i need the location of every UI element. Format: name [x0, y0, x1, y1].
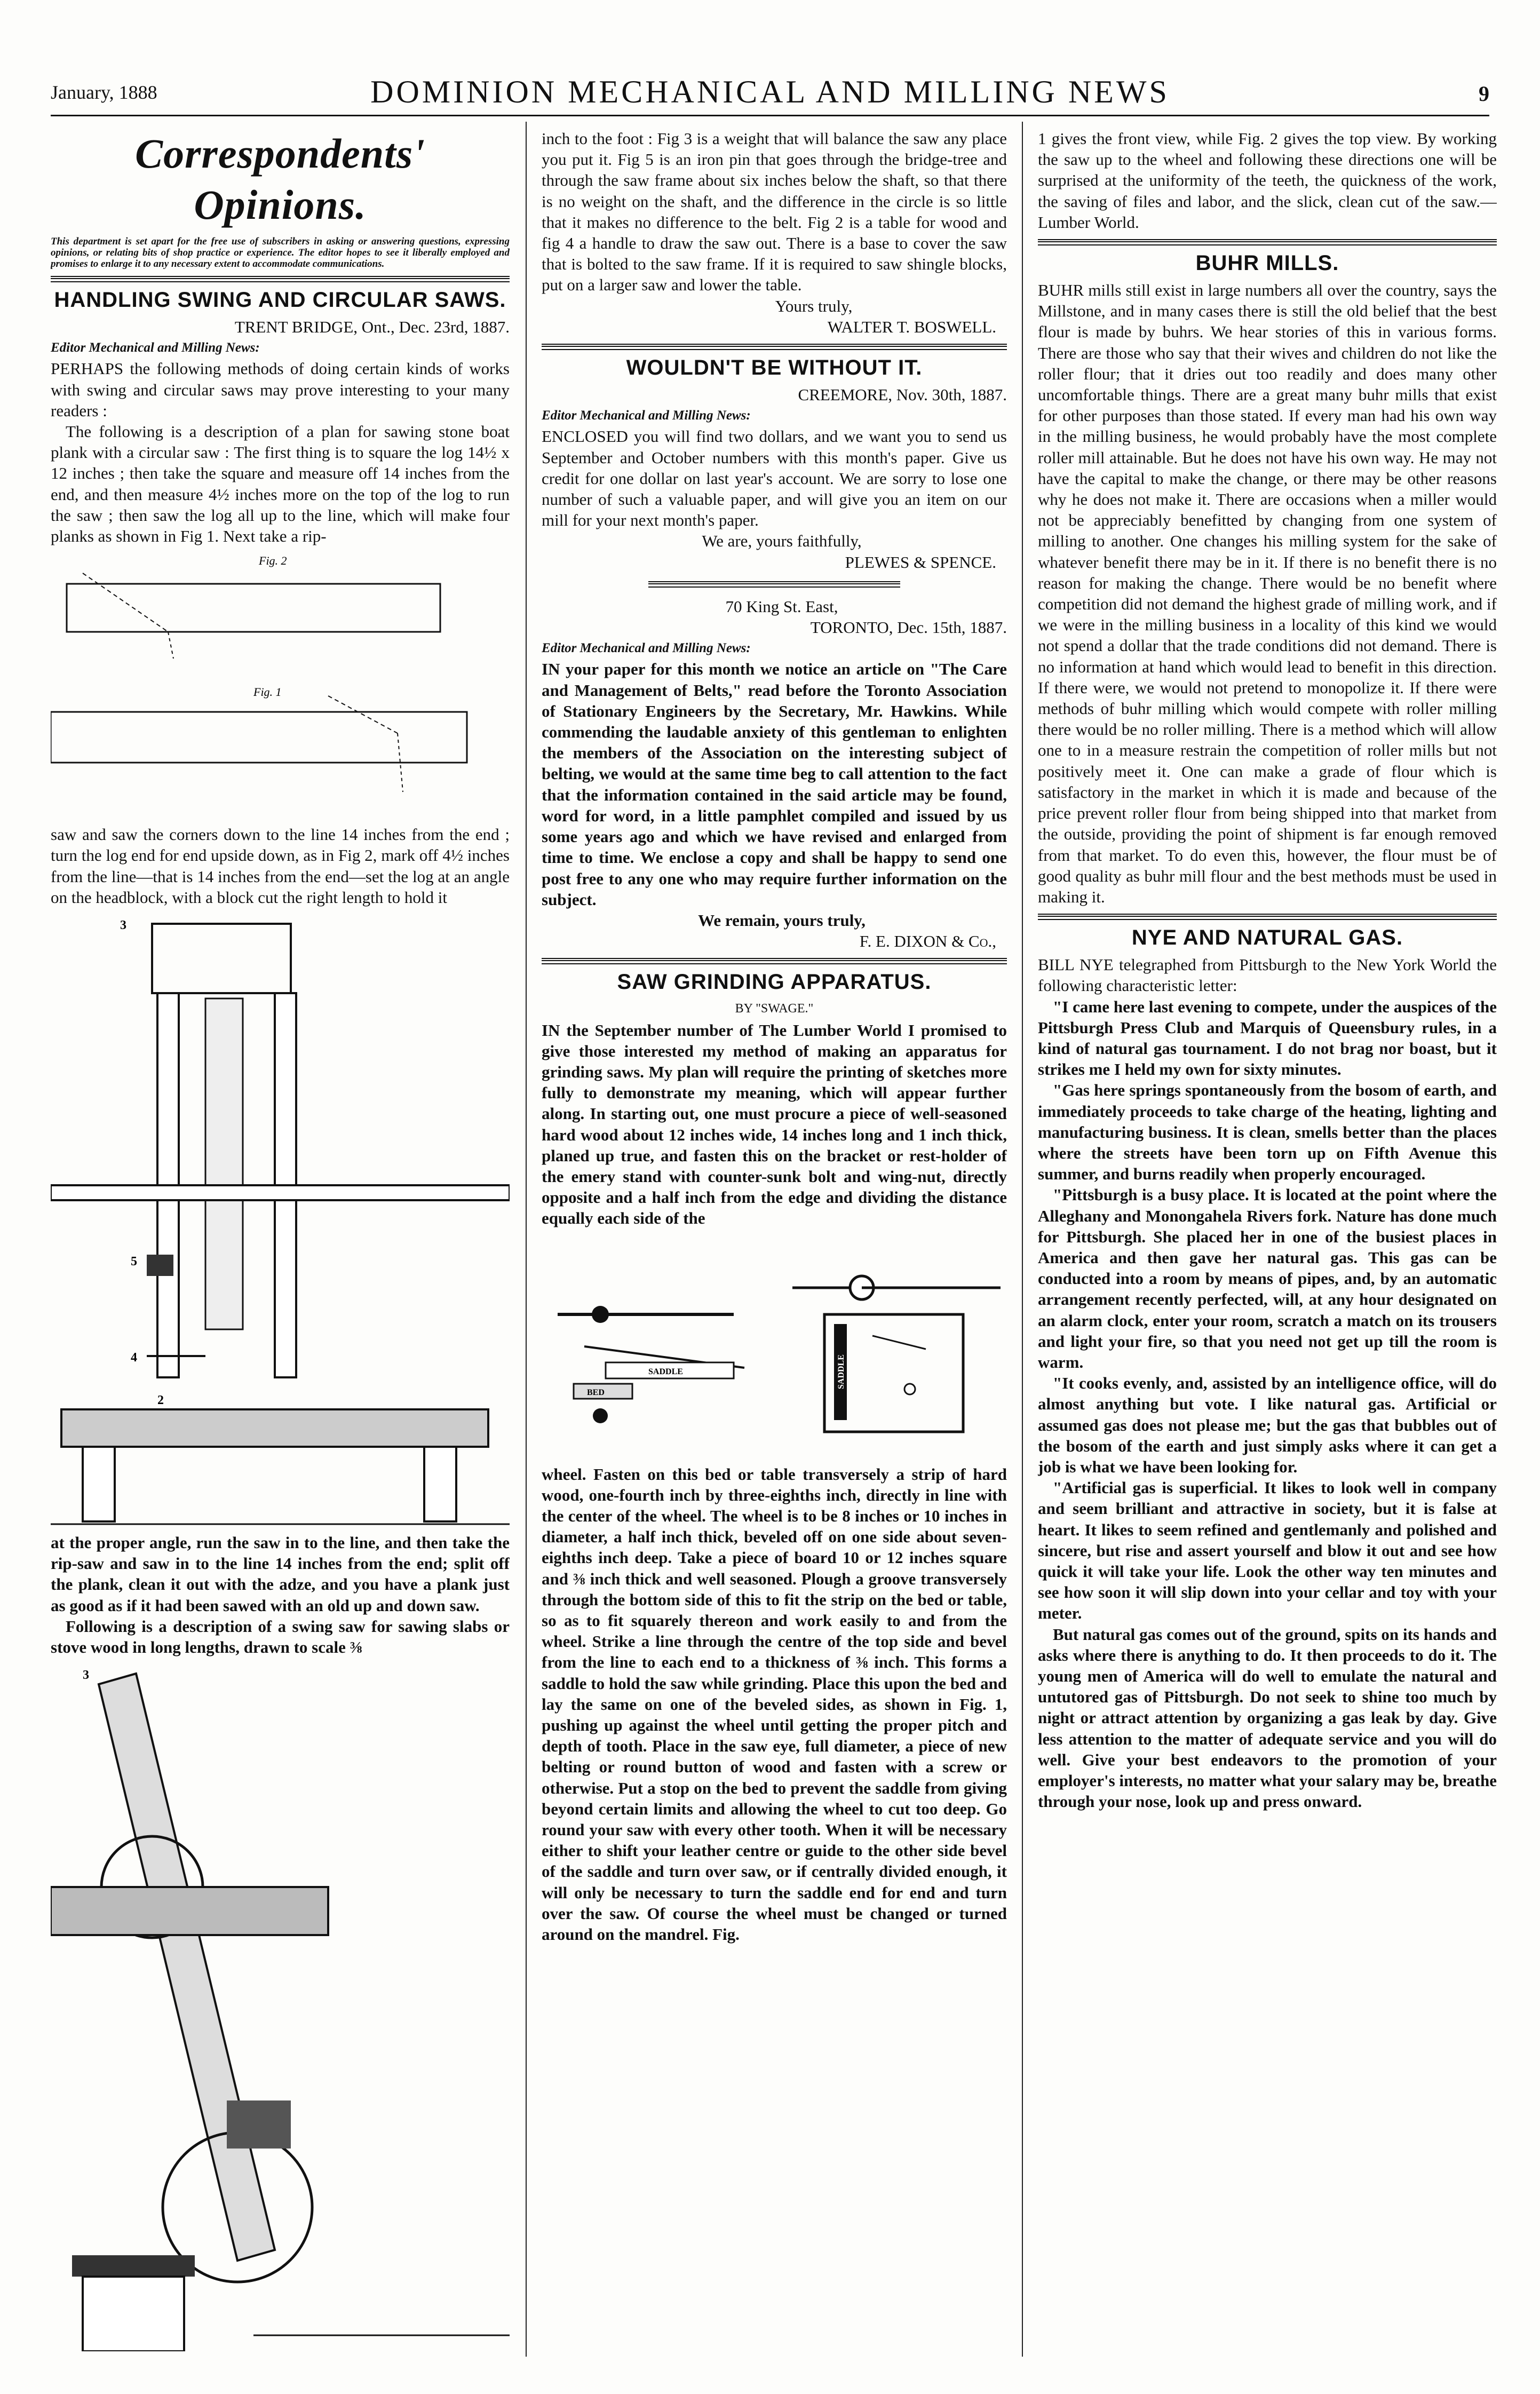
dateline: TORONTO, Dec. 15th, 1887.: [810, 618, 1007, 637]
address-line: 70 King St. East,: [725, 597, 838, 616]
double-rule: [542, 344, 1007, 350]
figure-log-diagrams: [51, 552, 510, 819]
table-leg: [83, 1447, 115, 1521]
signature: WALTER T. BOSWELL.: [827, 317, 996, 336]
swing-saw-side-view: [51, 1663, 510, 2351]
column-divider: [1022, 122, 1023, 2357]
paragraph: PERHAPS the following methods of doing certain kinds of works with swing and circular saws may prove interesting to your many readers :: [51, 359, 510, 420]
article-title: NYE AND NATURAL GAS.: [1131, 926, 1403, 950]
table: [61, 1409, 488, 1447]
paragraph: But natural gas comes out of the ground, spits on its hands and asks where there is anything to do. It then proceeds to do it. The young men of America will do well to emulate the natural and untutored gas of Pittsburgh. Do not seek to shine too much by night or attract attention by organizing a gas leak by day. Give less attention to the matter of adequate service and you will do well. Give your best endeavors to the promotion of your employer's interests, no matter what your salary may be, breathe through your nose, look up and press onward.: [1038, 1624, 1497, 1811]
signature: PLEWES & SPENCE.: [845, 552, 996, 572]
dateline: CREEMORE, Nov. 30th, 1887.: [798, 385, 1007, 405]
column-divider: [526, 122, 527, 2357]
salutation: Editor Mechanical and Milling News:: [51, 340, 260, 355]
article-title: HANDLING SWING AND CIRCULAR SAWS.: [54, 288, 506, 312]
fig-number: 2: [157, 1393, 164, 1408]
fig-number: 3: [83, 1668, 89, 1683]
bridge-tree: [51, 1185, 510, 1200]
wheel-hub: [592, 1306, 609, 1323]
article-title: SAW GRINDING APPARATUS.: [617, 970, 932, 994]
closing: We remain, yours truly,: [698, 910, 866, 930]
log-figures: [51, 552, 510, 819]
byline: BY "SWAGE.": [735, 1002, 814, 1016]
swing-arm: [99, 1674, 275, 2261]
saw-eye: [904, 1384, 915, 1394]
swing-saw-drawing: [51, 913, 510, 1527]
double-rule: [1038, 914, 1497, 920]
figure-grinding-apparatus: [542, 1234, 1007, 1458]
grinding-sketches: [542, 1234, 1007, 1458]
paragraph: The following is a description of a plan for sawing stone boat plank with a circular saw : The first thing is to square the log 14½ x 12 inches ; then take the square and measure off 14 inches from the end, and then measure 4½ inches more on the top of the log to run the saw ; then saw the log all up to the line, which will make four planks as shown in Fig 1. Next take a rip-: [51, 422, 510, 546]
base-block: [72, 2255, 195, 2277]
closing: We are, yours faithfully,: [702, 532, 862, 551]
cut-line: [328, 696, 398, 733]
fig-label: SADDLE: [648, 1367, 683, 1376]
paragraph: "It cooks evenly, and, assisted by an intelligence office, will do almost anything but vote. I like natural gas. Artificial or assumed gas does not please me; but the gas that bubbles out of the bosom of the earth and just simply asks where it can get a job is what we have been looking for.: [1038, 1374, 1497, 1476]
paragraph: saw and saw the corners down to the line 14 inches from the end ; turn the log end for end upside down, as in Fig 2, mark off 4½ inches from the line—that is 14 inches from the end—set the log at an angle on the headblock, with a block cut the right length to hold it: [51, 825, 510, 907]
fig-label: BED: [587, 1388, 605, 1397]
masthead-title: DOMINION MECHANICAL AND MILLING NEWS: [370, 74, 1170, 109]
salutation: Editor Mechanical and Milling News:: [542, 408, 751, 423]
short-rule: [648, 581, 900, 588]
paragraph: IN your paper for this month we notice an article on "The Care and Management of Belts," read before the Toronto Association of Stationary Engineers by the Secretary, Mr. Hawkins. While commending the laudable anxiety of this gentleman to enlighten the members of the Association on the interesting subject of belting, we would at the same time beg to call attention to the fact that the information contained in the said article may be found, word for word, in a little pamphlet compiled and issued by us some years ago and which we have revised and enlarged from time to time. We enclose a copy and shall be happy to send one post free to any one who may require further information on the subject.: [542, 660, 1007, 909]
column-2: [542, 128, 1007, 2351]
paragraph: inch to the foot : Fig 3 is a weight that will balance the saw any place you put it. Fig 5 is an iron pin that goes through the bridge-tree and through the saw frame about six inches below the shaft, so that there is no weight on the shaft, and the difference in the circle is so little that it makes no difference to the belt. Fig 2 is a table for wood and fig 4 a handle to draw the saw out. There is a base to cover the saw that is bolted to the saw frame. If it is required to saw shingle blocks, put on a larger saw and lower the table.: [542, 129, 1007, 295]
paragraph: at the proper angle, run the saw in to the line, and then take the rip-saw and saw in to the line 14 inches from the end; split off the plank, clean it out with the adze, and you have a plank just as good as if it had been sawed with an old up and down saw.: [51, 1533, 510, 1615]
salutation: Editor Mechanical and Milling News:: [542, 641, 751, 656]
double-rule: [1038, 239, 1497, 245]
fig2-label: Fig. 2: [259, 554, 287, 568]
log-fig1: [51, 712, 467, 763]
fig-number: 4: [131, 1351, 137, 1365]
paragraph: "Artificial gas is superficial. It likes to look well in company and seem brilliant and attractive in society, but it is false at heart. It likes to seem refined and gentlemanly and polished and sincere, but rise and assert yourself and blow it out and see how quick it will take your life. Look the other way ten minutes and see how soon it will slip down into your cellar and toy with your meter.: [1038, 1478, 1497, 1623]
closing: Yours truly,: [775, 296, 853, 315]
figure-swing-saw-frame: [51, 913, 510, 1527]
log-fig2: [67, 584, 440, 632]
cut-line: [83, 573, 168, 632]
page-number: 9: [1479, 82, 1489, 106]
paragraph: ENCLOSED you will find two dollars, and we want you to send us September and October numbers with this month's paper. Give us credit for one dollar on last year's account. We are sorry to lose one number of such a valuable paper, and will give you an item on our mill for your next month's paper.: [542, 427, 1007, 530]
paragraph: 1 gives the front view, while Fig. 2 gives the top view. By working the saw up to the wheel and following these directions one will be surprised at the uniformity of the teeth, the quickness of the work, the saving of files and labor, and the slick, clean cut of the saw.—Lumber World.: [1038, 129, 1497, 232]
double-rule: [542, 958, 1007, 964]
page-header: [51, 58, 1489, 116]
double-rule: [51, 276, 510, 282]
fig-label: SADDLE: [837, 1354, 846, 1389]
weight-box: [152, 924, 291, 993]
paragraph: BUHR mills still exist in large numbers all over the country, says the Millstone, and in many cases there is still the old belief that the best flour is made by buhrs. We hear stories of this in various forms. There are those who say that their wives and children do not like the roller flour; that it dries out too readily and does many other uncomfortable things. There are a great many buhr mills that exist for other purposes than those stated. If every man had his own way in the milling business, he would probably have the most complete roller mill attainable. But he does not have his own way. He may not have the capital to make the change, or there may be other reasons why he does not make it. There are occasions when a miller would not be appreciably benefitted by changing from one system of milling to another. One changes his milling system for the sake of whatever benefit there may be in it. If there is no benefit there is no reason for making the change. There would be no benefit where competition did not demand the highest grade of milling work, and if we were in the milling business in a locality of this kind we would not spend a dollar that the trade conditions did not demand. There is no information at hand which would lead to benefit in this direction. If there were, we would not pretend to monopolize it. If there were methods of buhr milling which would compete with roller milling there would be no roller milling. There is a method which will allow one to in a measure restrain the competition of roller mills but not positively meet it. One can make a grade of flour which is satisfactory in the market in which it is made and because of the price prevent roller flour from being shipped into that market from the outside, providing the point of shipment is far enough removed from that market. To do even this, however, the flour must be of good quality as buhr mill flour and the best methods must be used in making it.: [1038, 281, 1497, 906]
figure-swing-saw: [51, 1663, 510, 2351]
fig1-label: Fig. 1: [253, 685, 282, 699]
saw-edge: [872, 1336, 926, 1349]
paragraph: Following is a description of a swing saw for sawing slabs or stove wood in long lengths, drawn to scale ⅜: [51, 1616, 510, 1657]
article-title: WOULDN'T BE WITHOUT IT.: [626, 356, 923, 380]
cut-line: [168, 632, 173, 659]
table-leg: [424, 1447, 456, 1521]
cross-beam: [51, 1887, 328, 1935]
dateline: TRENT BRIDGE, Ont., Dec. 23rd, 1887.: [234, 318, 510, 336]
paragraph: "I came here last evening to compete, under the auspices of the Pittsburgh Press Club and Marquis of Queensbury rules, in a kind of natural gas tournament. I do not brag nor boast, but it strikes me I held my own for sixty minutes.: [1038, 997, 1497, 1079]
header-rule: [51, 115, 1489, 116]
signature: F. E. DIXON & Co.,: [859, 932, 996, 951]
fig-number: 5: [131, 1255, 137, 1269]
iron-pin: [147, 1255, 173, 1276]
paragraph: "Gas here springs spontaneously from the bosom of earth, and immediately proceeds to take charge of the heating, lighting and manufacturing business. It is clean, smells better than the places where the streets have been torn up on Fifth Avenue this summer, and burns readily when properly encouraged.: [1038, 1081, 1497, 1184]
wing-nut: [593, 1408, 608, 1423]
bracket: [227, 2100, 291, 2149]
paragraph: "Pittsburgh is a busy place. It is located at the point where the Alleghany and Monongahela Rivers fork. Nature has done much for Pittsburgh. She placed her in one of the busiest places in America and then gave her natural gas. This gas can be conducted into a room by means of pipes, and, by an automatic arrangement recently perfected, will, at any hour designated on an alarm clock, enter your room, scratch a match on its trousers and light your fire, so that you need not get up till the room is warm.: [1038, 1185, 1497, 1372]
saw-frame: [205, 998, 243, 1329]
paragraph: wheel. Fasten on this bed or table transversely a strip of hard wood, one-fourth inch by three-eighths inch, directly in line with the center of the wheel. The wheel is to be 8 inches or 10 inches in diameter, a half inch thick, beveled off on one side about seven-eighths inch deep. Take a piece of board 10 or 12 inches square and ⅜ inch thick and well seasoned. Plough a groove transversely through the bottom side of this to fit the strip on the bed or table, so as to fit squarely thereon and work easily to and from the wheel. Strike a line through the centre of the top side and bevel from the line to each end to a thickness of ⅜ inch. This forms a saddle to hold the saw while grinding. Place this upon the bed and lay the same on one of the beveled sides, as shown in Fig. 1, pushing up against the wheel until getting the proper pitch and depth of tooth. Place in the saw eye, full diameter, a piece of new belting or round button of wood and fasten with a screw or otherwise. Put a stop on the bed to prevent the saddle from giving beyond certain limits and allowing the wheel to cut too deep. Go round your saw with every other tooth. When it will be necessary either to shift your leather centre or guide to the other side bevel of the saddle and turn over saw, or if centrally divided enough, it will only be necessary to turn the saddle end for end and turn over the saw. Of course the wheel must be changed or turned around on the mandrel. Fig.: [542, 1464, 1007, 1944]
paragraph: BILL NYE telegraphed from Pittsburgh to the New York World the following characteristic letter:: [1038, 955, 1497, 995]
fig-number: 3: [120, 918, 126, 933]
column-1: [51, 128, 510, 2351]
issue-date: January, 1888: [51, 82, 157, 103]
article-title: BUHR MILLS.: [1195, 251, 1339, 275]
stand: [83, 2277, 184, 2351]
section-heading: Correspondents' Opinions.: [135, 130, 425, 228]
column-3: [1038, 128, 1497, 2351]
department-note: This department is set apart for the free use of subscribers in asking or answering questions, expressing opinions, or relating bits of shop practice or experience. The editor hopes to see it liberally employed and promises to enlarge it to any necessary extent to accommodate communications.: [51, 236, 510, 269]
paragraph: IN the September number of The Lumber World I promised to give those interested my method of making an apparatus for grinding saws. My plan will require the printing of sketches more fully to demonstrate my meaning, which will appear further along. In starting out, one must procure a piece of well-seasoned hard wood about 12 inches wide, 14 inches long and 1 inch thick, planed up true, and fasten this on the bracket or rest-holder of the emery stand with counter-sunk bolt and wing-nut, directly opposite and a half inch from the edge and dividing the distance equally each side of the: [542, 1020, 1007, 1228]
